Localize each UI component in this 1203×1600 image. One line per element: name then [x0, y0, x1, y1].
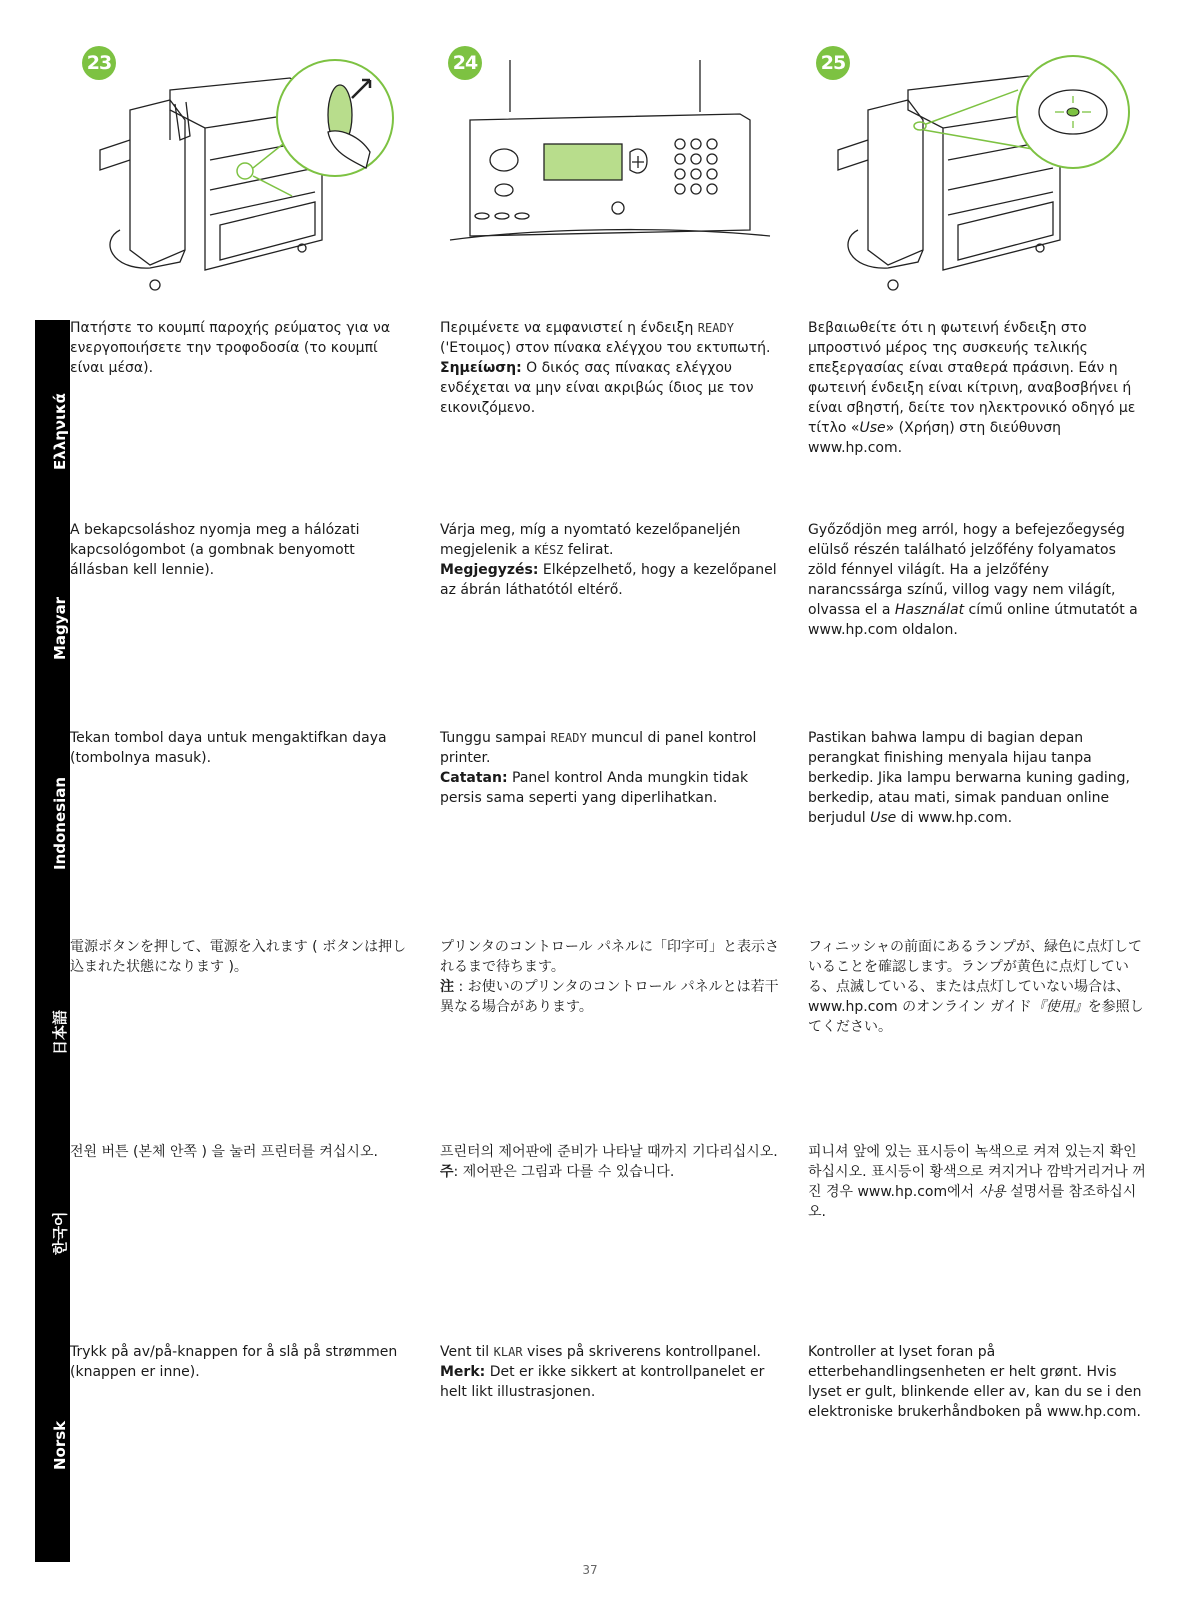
instruction-text: プリンタのコントロール パネルに「印字可」と表示されるまで待ちます。	[440, 939, 780, 975]
instruction-text: Vent til	[440, 1344, 494, 1360]
guide-title: Use	[859, 420, 886, 436]
instruction-text: Tunggu sampai	[440, 730, 551, 746]
instruction-text: Győződjön meg arról, hogy a befejezőegység elülső részén található jelzőfény folyamatos zöld fénnyel világít. Ha a jelzőfény narancssárga színű, villog vagy nem világít, olvassa el a	[808, 522, 1125, 618]
display-message: KÉSZ	[534, 543, 564, 557]
language-tab-japanese	[35, 960, 70, 1055]
instruction-text: 설명서를 참조하십시오.	[808, 1184, 1137, 1220]
note-text: : 제어판은 그림과 다를 수 있습니다.	[453, 1164, 675, 1180]
step-24-text	[440, 937, 785, 1017]
language-label: 日本語	[51, 1009, 69, 1055]
instruction-text: Περιμένετε να εμφανιστεί η ένδειξη	[440, 320, 698, 336]
step-badge-23: 23	[82, 46, 116, 80]
instruction-text: Πατήστε το κουμπί παροχής ρεύματος για να ενεργοποιήσετε την τροφοδοσία (το κουμπί είναι μέσα).	[70, 320, 391, 376]
instruction-text: A bekapcsoláshoz nyomja meg a hálózati kapcsológombot (a gombnak benyomott állásban kell lennie).	[70, 522, 360, 578]
step-badge-24: 24	[448, 46, 482, 80]
instruction-text: Várja meg, míg a nyomtató kezelőpaneljén megjelenik a	[440, 522, 741, 558]
page-number: 37	[582, 1563, 598, 1577]
instruction-text: 프린터의 제어판에 준비가 나타날 때까지 기다리십시오.	[440, 1144, 778, 1160]
language-label: 한국어	[51, 1211, 69, 1255]
instruction-text: を参照してください。	[808, 999, 1144, 1035]
guide-title: 『使用』	[1031, 999, 1088, 1015]
guide-title: Használat	[894, 602, 965, 618]
instruction-text: Pastikan bahwa lampu di bagian depan perangkat finishing menyala hijau tanpa berkedip. Jika lampu berwarna kuning gading, berkedip, atau mati, simak panduan online berjudul	[808, 730, 1130, 826]
instruction-text: Trykk på av/på-knappen for å slå på strømmen (knappen er inne).	[70, 1344, 398, 1380]
language-tab-indonesian	[35, 730, 70, 870]
language-label: Indonesian	[51, 776, 69, 870]
note-label: Megjegyzés:	[440, 562, 539, 578]
step-25-text	[808, 728, 1148, 828]
step-24-text	[440, 318, 785, 418]
step-23-text	[70, 318, 410, 378]
language-sidebar	[35, 320, 70, 1562]
note-label: Merk:	[440, 1364, 486, 1380]
step-25-text	[808, 520, 1148, 640]
instruction-text: フィニッシャの前面にあるランプが、緑色に点灯していることを確認します。ランプが黄色に点灯している、点滅している、または点灯していない場合は、www.hp.com のオンライン ガイド	[808, 939, 1143, 1015]
language-tab-greek	[35, 320, 70, 470]
control-panel-illustration	[440, 40, 785, 300]
printer-power-button-illustration	[70, 40, 410, 300]
language-label: Ελληνικά	[51, 393, 69, 470]
note-text: Ο δικός σας πίνακας ελέγχου ενδέχεται να μην είναι ακριβώς ίδιος με τον εικονιζόμενο.	[440, 360, 754, 416]
step-23-text	[70, 728, 410, 768]
step-24-text	[440, 728, 785, 808]
step-25-text	[808, 937, 1148, 1037]
language-label: Norsk	[51, 1420, 69, 1470]
note-label: 注	[440, 979, 454, 995]
instruction-text: muncul di panel kontrol printer.	[440, 730, 757, 766]
step-25-text	[808, 1342, 1148, 1422]
instruction-text: di www.hp.com.	[896, 810, 1013, 826]
step-25-text	[808, 318, 1148, 458]
step-badge-25: 25	[816, 46, 850, 80]
step-25-text	[808, 1142, 1148, 1222]
instruction-text: Tekan tombol daya untuk mengaktifkan daya (tombolnya masuk).	[70, 730, 387, 766]
note-label: Catatan:	[440, 770, 508, 786]
step-23-text	[70, 937, 410, 977]
language-label: Magyar	[51, 596, 69, 660]
note-label: Σημείωση:	[440, 360, 522, 376]
step-23-text	[70, 520, 410, 580]
language-tab-korean	[35, 1170, 70, 1255]
step-24-text	[440, 1342, 785, 1402]
display-message: KLAR	[493, 1345, 523, 1359]
step-24-text	[440, 1142, 785, 1182]
instruction-text: Kontroller at lyset foran på etterbehandlingsenheten er helt grønt. Hvis lyset er gult, blinkende eller av, kan du se i den elektroniske brukerhåndboken på www.hp.com.	[808, 1344, 1142, 1420]
instruction-text: » (Χρήση) στη διεύθυνση www.hp.com.	[808, 420, 1061, 456]
note-text: : お使いのプリンタのコントロール パネルとは若干異なる場合があります。	[440, 979, 779, 1015]
language-tab-hungarian	[35, 520, 70, 660]
step-23-text	[70, 1342, 410, 1382]
instruction-text: 피니셔 앞에 있는 표시등이 녹색으로 켜져 있는지 확인하십시오. 표시등이 황색으로 켜지거나 깜박거리거나 꺼진 경우 www.hp.com에서	[808, 1144, 1146, 1200]
instruction-text: ('Ετοιμος) στον πίνακα ελέγχου του εκτυπωτή.	[440, 340, 771, 356]
note-text: Panel kontrol Anda mungkin tidak persis sama seperti yang diperlihatkan.	[440, 770, 749, 806]
instruction-text: című online útmutatót a www.hp.com oldalon.	[808, 602, 1138, 638]
instruction-text: vises på skriverens kontrollpanel.	[522, 1344, 761, 1360]
note-text: Det er ikke sikkert at kontrollpanelet er helt likt illustrasjonen.	[440, 1364, 765, 1400]
finisher-light-illustration	[808, 40, 1153, 300]
note-text: Elképzelhető, hogy a kezelőpanel az ábrán láthatótól eltérő.	[440, 562, 777, 598]
instruction-text: 전원 버튼 (본체 안쪽 ) 을 눌러 프린터를 켜십시오.	[70, 1144, 378, 1160]
instruction-text: Βεβαιωθείτε ότι η φωτεινή ένδειξη στο μπροστινό μέρος της συσκευής τελικής επεξεργασίας είναι σταθερά πράσινη. Εάν η φωτεινή ένδειξη είναι κίτρινη, αναβοσβήνει ή είναι σβηστή, δείτε τον ηλεκτρονικό οδηγό με τίτλο «	[808, 320, 1136, 436]
language-tab-norwegian	[35, 1400, 70, 1470]
guide-title: Use	[870, 810, 897, 826]
instruction-text: felirat.	[563, 542, 614, 558]
note-label: 주	[440, 1164, 454, 1180]
step-23-text	[70, 1142, 410, 1162]
display-message: READY	[697, 321, 734, 335]
guide-title: 사용	[978, 1184, 1006, 1200]
step-illustrations	[70, 40, 1180, 300]
step-24-text	[440, 520, 785, 600]
instruction-text: 電源ボタンを押して、電源を入れます ( ボタンは押し込まれた状態になります )。	[70, 939, 407, 975]
display-message: READY	[550, 731, 587, 745]
